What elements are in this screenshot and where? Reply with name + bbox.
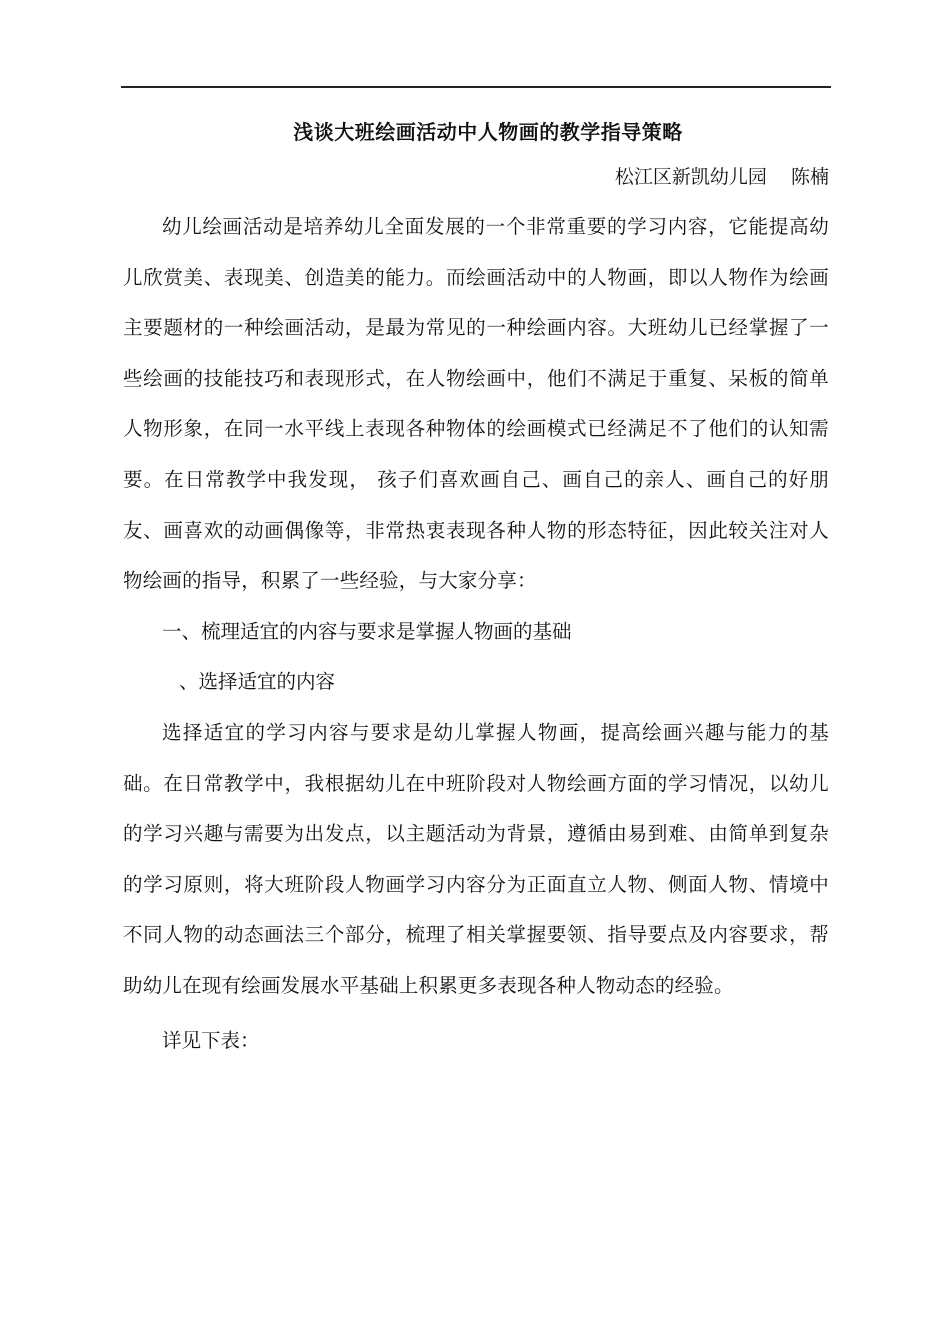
intro-paragraph: 幼儿绘画活动是培养幼儿全面发展的一个非常重要的学习内容，它能提高幼儿欣赏美、表现美、创造美的能力。而绘画活动中的人物画，即以人物作为绘画主要题材的一种绘画活动，是最为常见的一种绘画内容。大班幼儿已经掌握了一些绘画的技能技巧和表现形式，在人物绘画中，他们不满足于重复、呆板的简单人物形象，在同一水平线上表现各种物体的绘画模式已经满足不了他们的认知需要。在日常教学中我发现， 孩子们喜欢画自己、画自己的亲人、画自己的好朋友、画喜欢的动画偶像等，非常热衷表现各种人物的形态特征，因此较关注对人物绘画的指导，积累了一些经验，与大家分享： — [123, 215, 829, 593]
subsection-paragraph: 选择适宜的学习内容与要求是幼儿掌握人物画，提高绘画兴趣与能力的基础。在日常教学中，我根据幼儿在中班阶段对人物绘画方面的学习情况，以幼儿的学习兴趣与需要为出发点，以主题活动为背景，遵循由易到难、由简单到复杂的学习原则，将大班阶段人物画学习内容分为正面直立人物、侧面人物、情境中不同人物的动态画法三个部分，梳理了相关掌握要领、指导要点及内容要求，帮助幼儿在现有绘画发展水平基础上积累更多表现各种人物动态的经验。 — [123, 720, 829, 997]
table-reference-note: 详见下表： — [162, 1028, 260, 1052]
document-body — [123, 112, 829, 1066]
document-title: 浅谈大班绘画活动中人物画的教学指导策略 — [293, 120, 683, 144]
section-heading: 一、梳理适宜的内容与要求是掌握人物画的基础 — [162, 619, 572, 643]
author-line: 松江区新凯幼儿园 陈楠 — [614, 166, 829, 188]
subsection-heading: 、选择适宜的内容 — [179, 670, 336, 694]
header-rule — [121, 86, 831, 88]
